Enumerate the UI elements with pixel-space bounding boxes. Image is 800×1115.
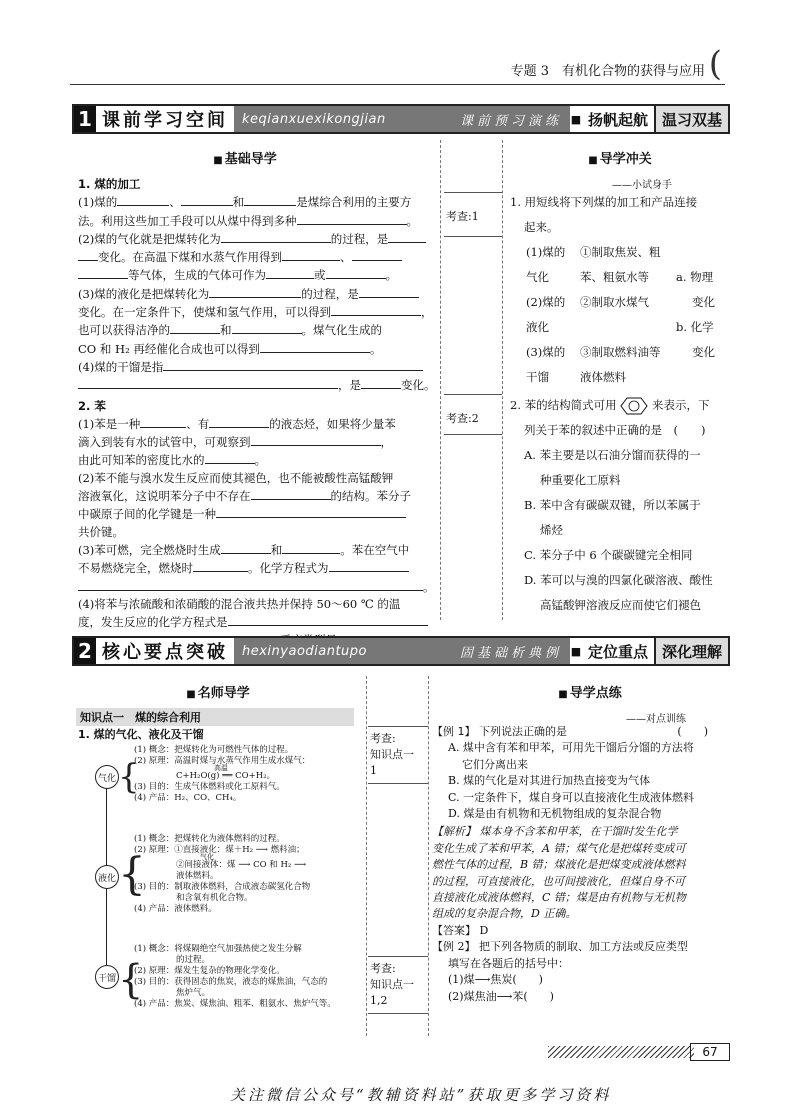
square-icon: ■ [570,112,582,126]
brace: { [118,957,144,1003]
rule [444,434,502,435]
assessment-box: 考查: 知识点一 1 [368,726,428,784]
benzene-ring-icon [620,397,648,415]
banner-subtitle: 课前预习演练 [459,113,562,129]
section-heading: ■ 名师导学 [186,686,250,701]
header-bracket: ( [708,44,722,84]
node-distillation: 干馏 [95,965,119,989]
assessment-label: 考查:1 [446,210,479,223]
assessment-box: 考查: 知识点一 1,2 [368,956,428,1014]
examples-content: 【例 1】 下列说法正确的是 ( ) A. 煤中含有苯和甲苯，可用先干馏后分馏的方法将 它们分离出来 B. 煤的气化是对其进行加热直接变为气体 C. 一定条件下，煤自身可以直接液化生成液体燃料 D. 煤是由有机物和无机物组成的复杂混合物 【解析】 煤本身不含苯和甲苯，在干馏时发生化学 变化生成了苯和甲苯，A 错；煤气化是把煤转变成可 燃性气体的过程，B 错；煤液化是把煤变成液体燃料 的过程，可直接液化，也可间接液化，但煤自身不可 直接液化成液体燃料，C 错；煤是由有机物与无机物 组成的复杂混合物，D 正确。 【答案】 D 【例 2】 把下列各物质的制取、加工方法或反应类型 填写在各题后的括号中： (1)煤⟶焦炭( ) (2)煤焦油⟶苯( ) [432,725,708,1003]
banner-strip [234,106,570,132]
topic-title: 2. 苯 [78,398,106,413]
assessment-label: 考查:2 [446,412,479,425]
banner-title: 核心要点突破 [102,642,228,663]
banner-tag: 扬帆起航 [587,110,648,129]
section-heading: ■ 基础导学 [213,152,277,167]
column-divider [428,676,429,1036]
square-icon: ■ [213,155,223,166]
footer-note: 关注微信公众号“教辅资料站”获取更多学习资料 [230,1086,612,1104]
rule [444,394,502,395]
knowledge-point-bar: 知识点一 煤的综合利用 [76,708,354,726]
liquefaction-details: (1) 概念：把煤转化为液体燃料的过程。 (2) 原理：①直接液化：煤＋H₂ ⟶ 燃料油； 气化 ②间接液体：煤 ⟶ CO 和 H₂ ⟶ 液体燃料。 (3) 目的：制取液体燃料，合成液态碳氢化合物 和含氧有机化合物。 (4) 产品：液体燃料。 [134,834,311,914]
chapter-header: 专题 3 有机化合物的获得与应用 [510,64,705,79]
topic-title: 1. 煤的气化、液化及干馏 [78,728,204,741]
node-liquefaction: 液化 [95,865,119,889]
banner-tag-boxed: 温习双基 [654,106,728,132]
square-icon: ■ [558,689,568,700]
banner-number: 2 [74,638,96,664]
section1-banner [72,104,730,134]
practice-content: 1. 用短线将下列煤的加工和产品连接 起来。 (1)煤的 ①制取焦炭、粗 气化 苯、粗氨水等 a. 物理 (2)煤的 ②制取水煤气 变化 液化 b. 化学 (3)煤的 ③制取燃料油等 变化 干馏 液体燃料 2. 苯的结构简式可用 来表示，下 列关于苯的叙述中正确的是 ( ) A. 苯主要是以石油分馏而获得的一 种重要化工原料 B. 苯中含有碳碳双键，所以苯属于 烯烃 C. 苯分子中 6 个碳碳键完全相同 D. 苯可以与溴的四氯化碳溶液、酸性 高锰酸钾溶液反应而使它们褪色 [510,190,730,618]
subheading: ——对点训练 [626,714,686,725]
section2-banner [72,636,730,666]
brace: { [118,849,146,900]
column-divider [366,676,367,1036]
section-heading: ■ 导学点练 [558,686,622,701]
rule [444,192,502,193]
subheading: ——小试身手 [612,180,672,191]
page-number-hatch [548,1046,694,1058]
column-divider [440,140,441,620]
matching-table: (1)煤的 ①制取焦炭、粗 气化 苯、粗氨水等 a. 物理 (2)煤的 ②制取水煤气 变化 液化 b. 化学 (3)煤的 ③制取燃料油等 变化 [526,245,715,359]
banner-title: 课前学习空间 [102,110,228,131]
banner-subtitle: 固基础析典例 [459,645,562,661]
banner-strip [234,638,570,664]
distillation-details: (1) 概念：将煤隔绝空气加强热使之发生分解 的过程。 (2) 原理：煤发生复杂的物理化学变化。 (3) 目的：获得固态的焦炭，液态的煤焦油，气态的 焦炉气。 (4) 产品：焦炭、煤焦油、粗苯、粗氨水、焦炉气等。 [134,944,336,1009]
banner-number: 1 [74,106,96,132]
square-icon: ■ [570,644,582,658]
brace: { [118,757,140,797]
section-heading: ■ 导学冲关 [588,152,652,167]
node-gasification: 气化 [95,765,119,789]
page-number: 67 [690,1043,730,1061]
rule [444,236,502,237]
square-icon: ■ [588,155,598,166]
basics-content: 1. 煤的加工 (1)煤的 、 和 是煤综合利用的主要方 法。利用这些加工手段可以从煤中得到多种 。 (2)煤的气化就是把煤转化为 的过程，是 变化。在高温下煤和水蒸气作用得到 、 等气体，生成的气体可作为 或 。 (3)煤的液化是把煤转化为 的过程，是 变化。在一定条件下，使煤和氢气作用，可以得到 ， 也可以获得洁净的 和 。煤气化生成的 CO 和 H₂ 再经催化合成也可以得到 。 (4)煤的干馏是指 ，是 变化。 2. 苯 (1)苯是一种 、有 的液态烃，如果将少量苯 滴入到装有水的试管中，可观察到 ， 由此可知苯的密度比水的 。 (2)苯不能与溴水发生反应而使其褪色，也不能被酸性高锰酸钾 溶液氧化，这说明苯分子中不存在 的结构。苯分子 中碳原子间的化学键是一种 共价键。 (3)苯可燃，完全燃烧时生成 和 。苯在空气中 不易燃烧完全，燃烧时 。化学方程式为 。 (4)将苯与浓硫酸和浓硝酸的混合液共热并保持 50～60 ℃ 的温 度，发生反应的化学方程式是 [78,176,438,650]
banner-tag-boxed: 深化理解 [654,638,728,664]
topic-title: 1. 煤的加工 [78,177,141,191]
banner-pinyin: keqianxuexikongjian [242,111,386,127]
square-icon: ■ [186,689,196,700]
header-rule [70,84,725,85]
banner-tag: 定位重点 [587,642,648,661]
banner-pinyin: hexinyaodiantupo [242,643,368,659]
gasification-details: (1) 概念：把煤转化为可燃性气体的过程。 (2) 原理：高温时煤与水蒸气作用生成水煤气： 高温 C+H₂O(g) ══ CO+H₂。 (3) 目的：生成气体燃料或化工原料气。 (4) 产品：H₂、CO、CH₄。 [134,745,311,803]
column-divider [502,140,503,620]
